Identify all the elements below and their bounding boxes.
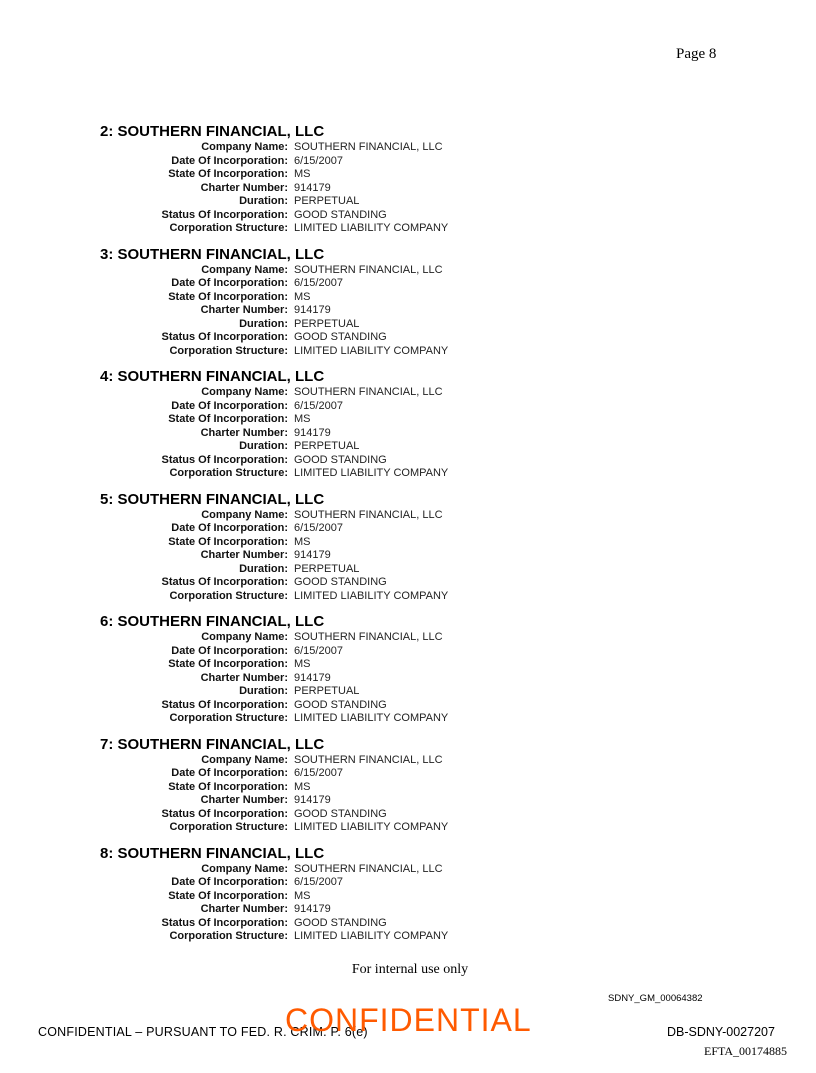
field-row <box>100 658 620 672</box>
field-label: Charter Number: <box>200 304 288 316</box>
field-label: Status Of Incorporation: <box>161 698 288 711</box>
field-row <box>100 427 620 441</box>
field-row <box>100 672 620 686</box>
field-value: PERPETUAL <box>294 195 360 207</box>
field-row <box>100 222 620 236</box>
field-row <box>100 400 620 414</box>
record-block <box>100 123 620 236</box>
field-label: Status Of Incorporation: <box>161 807 288 820</box>
bates-number-gm: SDNY_GM_00064382 <box>608 993 703 1004</box>
field-value: LIMITED LIABILITY COMPANY <box>294 930 449 942</box>
field-label: Status Of Incorporation: <box>161 576 288 588</box>
field-label: State Of Incorporation: <box>168 658 288 670</box>
record-title: 8: SOUTHERN FINANCIAL, LLC <box>100 844 325 862</box>
records-list <box>100 123 620 954</box>
field-value: MS <box>294 168 311 180</box>
record-title: 7: SOUTHERN FINANCIAL, LLC <box>100 735 325 753</box>
record-block <box>100 845 620 944</box>
field-label: Duration: <box>239 685 288 697</box>
field-value: 914179 <box>294 903 331 915</box>
record-block <box>100 246 620 359</box>
field-value: 6/15/2007 <box>294 277 343 289</box>
field-row <box>100 318 620 332</box>
field-row <box>100 467 620 481</box>
field-row <box>100 890 620 904</box>
field-value: SOUTHERN FINANCIAL, LLC <box>294 508 443 521</box>
field-row <box>100 781 620 795</box>
field-row <box>100 563 620 577</box>
field-row <box>100 386 620 400</box>
field-label: Company Name: <box>201 508 288 521</box>
field-row <box>100 168 620 182</box>
field-label: Status Of Incorporation: <box>161 453 288 466</box>
field-label: Corporation Structure: <box>169 712 288 724</box>
field-label: Corporation Structure: <box>169 222 288 234</box>
bates-number-db: DB-SDNY-0027207 <box>667 1025 775 1039</box>
field-row <box>100 331 620 345</box>
field-value: 914179 <box>294 549 331 561</box>
field-value: 6/15/2007 <box>294 154 343 167</box>
field-row <box>100 536 620 550</box>
field-row <box>100 195 620 209</box>
field-label: Corporation Structure: <box>169 821 288 833</box>
field-value: GOOD STANDING <box>294 208 387 221</box>
field-row <box>100 345 620 359</box>
field-value: 6/15/2007 <box>294 644 343 657</box>
field-label: Corporation Structure: <box>169 589 288 602</box>
field-label: Company Name: <box>201 141 288 153</box>
field-label: Status Of Incorporation: <box>161 916 288 929</box>
record-block <box>100 368 620 481</box>
field-row <box>100 917 620 931</box>
field-row <box>100 903 620 917</box>
field-value: 6/15/2007 <box>294 767 343 779</box>
field-row <box>100 631 620 645</box>
field-row <box>100 576 620 590</box>
field-row <box>100 685 620 699</box>
record-block <box>100 491 620 604</box>
field-label: Corporation Structure: <box>169 344 288 357</box>
field-row <box>100 454 620 468</box>
field-label: State Of Incorporation: <box>168 889 288 902</box>
field-value: 914179 <box>294 304 331 316</box>
field-label: Company Name: <box>201 263 288 276</box>
field-value: LIMITED LIABILITY COMPANY <box>294 821 449 833</box>
field-value: PERPETUAL <box>294 440 360 452</box>
field-value: 914179 <box>294 794 331 806</box>
field-label: Charter Number: <box>200 549 288 561</box>
field-value: MS <box>294 780 311 793</box>
field-row <box>100 277 620 291</box>
field-value: SOUTHERN FINANCIAL, LLC <box>294 386 443 398</box>
field-value: LIMITED LIABILITY COMPANY <box>294 589 449 602</box>
field-row <box>100 304 620 318</box>
field-value: SOUTHERN FINANCIAL, LLC <box>294 631 443 643</box>
field-value: GOOD STANDING <box>294 916 387 929</box>
field-row <box>100 509 620 523</box>
field-row <box>100 794 620 808</box>
field-value: MS <box>294 658 311 670</box>
field-label: Charter Number: <box>200 426 288 439</box>
field-row <box>100 182 620 196</box>
field-row <box>100 699 620 713</box>
field-value: GOOD STANDING <box>294 576 387 588</box>
field-value: 914179 <box>294 426 331 439</box>
field-value: GOOD STANDING <box>294 698 387 711</box>
field-value: SOUTHERN FINANCIAL, LLC <box>294 141 443 153</box>
field-label: Corporation Structure: <box>169 467 288 479</box>
field-value: LIMITED LIABILITY COMPANY <box>294 222 449 234</box>
field-row <box>100 863 620 877</box>
field-value: GOOD STANDING <box>294 331 387 343</box>
field-label: Duration: <box>239 195 288 207</box>
field-label: Charter Number: <box>200 903 288 915</box>
field-row <box>100 930 620 944</box>
field-label: Company Name: <box>201 862 288 875</box>
field-row <box>100 413 620 427</box>
field-row <box>100 141 620 155</box>
field-label: Duration: <box>239 317 288 330</box>
field-row <box>100 754 620 768</box>
record-title: 2: SOUTHERN FINANCIAL, LLC <box>100 123 325 140</box>
field-value: LIMITED LIABILITY COMPANY <box>294 712 449 724</box>
field-label: Date Of Incorporation: <box>171 154 288 167</box>
field-label: Corporation Structure: <box>169 930 288 942</box>
record-title: 4: SOUTHERN FINANCIAL, LLC <box>100 368 325 385</box>
field-value: MS <box>294 889 311 902</box>
field-value: MS <box>294 413 311 425</box>
record-block <box>100 613 620 726</box>
field-value: GOOD STANDING <box>294 807 387 820</box>
field-row <box>100 549 620 563</box>
field-value: 6/15/2007 <box>294 876 343 888</box>
field-label: Duration: <box>239 440 288 452</box>
field-row <box>100 821 620 835</box>
record-title: 6: SOUTHERN FINANCIAL, LLC <box>100 613 325 630</box>
field-row <box>100 590 620 604</box>
field-value: LIMITED LIABILITY COMPANY <box>294 467 449 479</box>
field-value: PERPETUAL <box>294 562 360 575</box>
field-label: Date Of Incorporation: <box>171 876 288 888</box>
field-label: Status Of Incorporation: <box>161 208 288 221</box>
field-label: Date Of Incorporation: <box>171 277 288 289</box>
field-row <box>100 767 620 781</box>
efta-number: EFTA_00174885 <box>704 1044 788 1058</box>
field-label: Charter Number: <box>200 181 288 194</box>
field-value: LIMITED LIABILITY COMPANY <box>294 344 449 357</box>
field-label: Status Of Incorporation: <box>161 331 288 343</box>
record-title: 5: SOUTHERN FINANCIAL, LLC <box>100 490 325 508</box>
field-value: SOUTHERN FINANCIAL, LLC <box>294 263 443 276</box>
record-block <box>100 736 620 835</box>
field-label: State Of Incorporation: <box>168 535 288 548</box>
field-value: 6/15/2007 <box>294 399 343 412</box>
field-label: Company Name: <box>201 631 288 643</box>
field-value: MS <box>294 535 311 548</box>
field-row <box>100 440 620 454</box>
field-row <box>100 645 620 659</box>
field-label: State Of Incorporation: <box>168 413 288 425</box>
field-value: PERPETUAL <box>294 685 360 697</box>
field-row <box>100 712 620 726</box>
field-label: Date Of Incorporation: <box>171 522 288 534</box>
field-value: 914179 <box>294 181 331 194</box>
field-row <box>100 522 620 536</box>
field-value: MS <box>294 290 311 303</box>
field-value: SOUTHERN FINANCIAL, LLC <box>294 862 443 875</box>
field-label: Date Of Incorporation: <box>171 399 288 412</box>
field-label: Date Of Incorporation: <box>171 767 288 779</box>
field-label: Company Name: <box>201 753 288 766</box>
field-value: 914179 <box>294 671 331 684</box>
field-label: Company Name: <box>201 386 288 398</box>
field-row <box>100 808 620 822</box>
field-value: SOUTHERN FINANCIAL, LLC <box>294 753 443 766</box>
field-value: GOOD STANDING <box>294 453 387 466</box>
field-value: 6/15/2007 <box>294 522 343 534</box>
page-number: Page 8 <box>676 46 717 62</box>
field-row <box>100 876 620 890</box>
field-label: Charter Number: <box>200 794 288 806</box>
internal-use-note: For internal use only <box>351 962 469 977</box>
confidential-notice: CONFIDENTIAL – PURSUANT TO FED. R. CRIM. P. 6(e) <box>38 1025 368 1039</box>
confidential-stamp: CONFIDENTIAL <box>285 1002 532 1038</box>
field-label: Charter Number: <box>200 671 288 684</box>
field-row <box>100 155 620 169</box>
field-row <box>100 264 620 278</box>
field-row <box>100 291 620 305</box>
record-title: 3: SOUTHERN FINANCIAL, LLC <box>100 245 325 263</box>
field-label: Duration: <box>239 562 288 575</box>
field-label: State Of Incorporation: <box>168 780 288 793</box>
field-label: State Of Incorporation: <box>168 290 288 303</box>
field-value: PERPETUAL <box>294 317 360 330</box>
field-label: Date Of Incorporation: <box>171 644 288 657</box>
field-label: State Of Incorporation: <box>168 168 288 180</box>
field-row <box>100 209 620 223</box>
